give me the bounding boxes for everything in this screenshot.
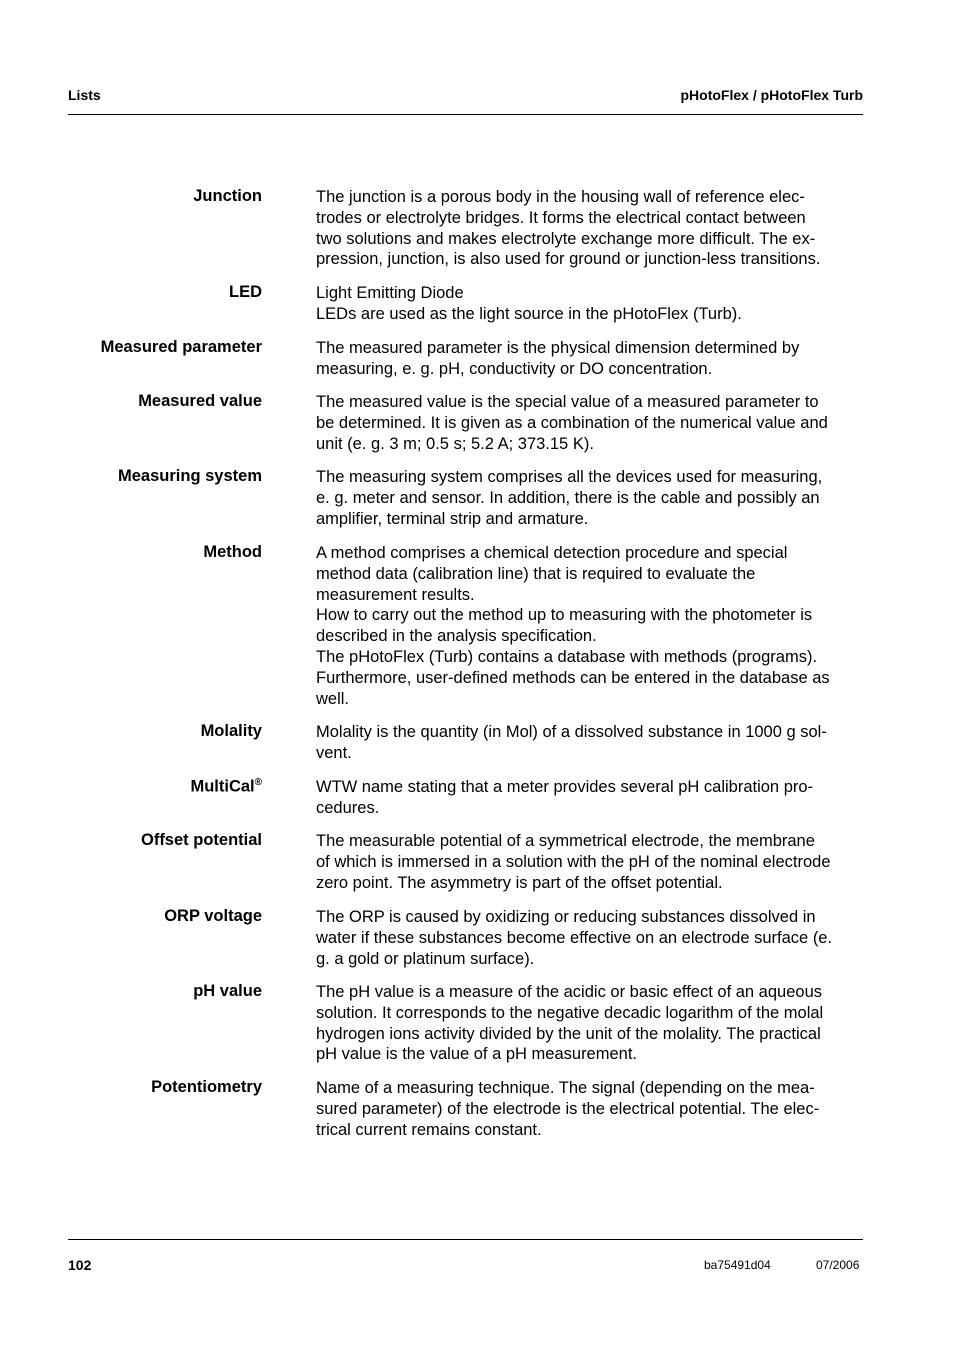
definition-line: vent.: [316, 743, 352, 762]
definition-line: cedures.: [316, 798, 380, 817]
glossary-definition: [316, 543, 830, 709]
term-text: LED: [229, 283, 262, 301]
definition-line: amplifier, terminal strip and armature.: [316, 509, 589, 528]
glossary-term: [138, 392, 262, 411]
term-text: Junction: [193, 187, 262, 205]
definition-line: LEDs are used as the light source in the pHotoFlex (Turb).: [316, 304, 742, 323]
definition-line: The measuring system comprises all the devices used for measuring,: [316, 468, 823, 486]
glossary-term: [101, 338, 262, 357]
term-text: Molality: [200, 722, 262, 740]
definition-line: The junction is a porous body in the housing wall of reference elec-: [316, 188, 805, 206]
term-text: ORP voltage: [164, 907, 262, 925]
glossary-definition: [316, 338, 799, 380]
glossary-definition: [316, 1078, 819, 1140]
glossary-term: [190, 777, 262, 797]
definition-line: g. a gold or platinum surface).: [316, 949, 535, 968]
header-product: pHotoFlex / pHotoFlex Turb: [680, 87, 863, 103]
term-text: MultiCal: [190, 777, 255, 796]
footer-rule: [68, 1239, 863, 1240]
definition-line: hydrogen ions activity divided by the unit of the molality. The practical: [316, 1024, 821, 1043]
doc-date: 07/2006: [816, 1258, 860, 1272]
definition-line: measurement results.: [316, 585, 475, 604]
term-text: Measured value: [138, 392, 262, 410]
term-text: Offset potential: [140, 831, 262, 849]
glossary-definition: [316, 283, 742, 325]
glossary-term: [141, 831, 262, 850]
glossary-term: [229, 283, 262, 302]
glossary-term: [164, 907, 262, 926]
page-number: 102: [68, 1257, 92, 1273]
doc-id: ba75491d04: [704, 1258, 771, 1272]
definition-line: How to carry out the method up to measuring with the photometer is: [316, 606, 813, 625]
glossary-definition: [316, 467, 822, 529]
definition-line: The pHotoFlex (Turb) contains a database with methods (programs).: [316, 647, 818, 666]
definition-line: of which is immersed in a solution with the pH of the nominal electrode: [316, 852, 831, 871]
definition-line: Furthermore, user-defined methods can be entered in the database as: [316, 668, 830, 687]
term-text: Measuring system: [118, 467, 262, 485]
glossary-definition: [316, 907, 832, 969]
definition-line: pression, junction, is also used for ground or junction-less transitions.: [316, 250, 821, 269]
definition-line: A method comprises a chemical detection procedure and special: [316, 544, 788, 562]
definition-line: trical current remains constant.: [316, 1120, 542, 1139]
term-text: Potentiometry: [151, 1078, 262, 1096]
glossary-definition: [316, 187, 820, 270]
term-text: Method: [203, 543, 262, 561]
header-section: Lists: [68, 87, 101, 103]
term-text: pH value: [193, 982, 262, 1000]
definition-line: pH value is the value of a pH measurement.: [316, 1045, 638, 1064]
glossary-term: [193, 982, 262, 1001]
glossary-term: [151, 1078, 262, 1097]
definition-line: e. g. meter and sensor. In addition, there is the cable and possibly an: [316, 488, 820, 507]
term-text: Measured parameter: [100, 338, 262, 356]
definition-line: Molality is the quantity (in Mol) of a dissolved substance in 1000 g sol-: [316, 723, 827, 741]
definition-line: The measured parameter is the physical dimension determined by: [316, 339, 800, 357]
definition-line: described in the analysis specification.: [316, 627, 597, 646]
glossary-definition: [316, 777, 813, 819]
definition-line: Light Emitting Diode: [316, 284, 464, 302]
definition-line: The measurable potential of a symmetrical electrode, the membrane: [316, 832, 815, 850]
definition-line: The pH value is a measure of the acidic or basic effect of an aqueous: [316, 983, 822, 1001]
header-rule: [68, 114, 863, 115]
glossary-definition: [316, 392, 828, 454]
definition-line: zero point. The asymmetry is part of the offset potential.: [316, 873, 723, 892]
definition-line: sured parameter) of the electrode is the electrical potential. The elec-: [316, 1099, 820, 1118]
definition-line: well.: [316, 689, 350, 708]
registered-mark: ®: [254, 777, 262, 788]
glossary-definition: [316, 831, 831, 893]
definition-line: be determined. It is given as a combination of the numerical value and: [316, 413, 828, 432]
definition-line: Name of a measuring technique. The signal (depending on the mea-: [316, 1079, 815, 1097]
definition-line: trodes or electrolyte bridges. It forms the electrical contact between: [316, 208, 806, 227]
definition-line: two solutions and makes electrolyte exchange more difficult. The ex-: [316, 229, 816, 248]
definition-line: solution. It corresponds to the negative decadic logarithm of the molal: [316, 1003, 824, 1022]
glossary-term: [193, 187, 262, 206]
glossary-term: [203, 543, 262, 562]
glossary-term: [201, 722, 262, 741]
definition-line: WTW name stating that a meter provides several pH calibration pro-: [316, 778, 814, 796]
glossary-definition: [316, 722, 827, 764]
definition-line: water if these substances become effective on an electrode surface (e.: [316, 928, 833, 947]
glossary-definition: [316, 982, 823, 1065]
definition-line: The ORP is caused by oxidizing or reducing substances dissolved in: [316, 908, 816, 926]
definition-line: unit (e. g. 3 m; 0.5 s; 5.2 A; 373.15 K).: [316, 434, 594, 453]
definition-line: method data (calibration line) that is required to evaluate the: [316, 564, 756, 583]
definition-line: The measured value is the special value of a measured parameter to: [316, 393, 819, 411]
definition-line: measuring, e. g. pH, conductivity or DO concentration.: [316, 359, 713, 378]
glossary-term: [118, 467, 262, 486]
